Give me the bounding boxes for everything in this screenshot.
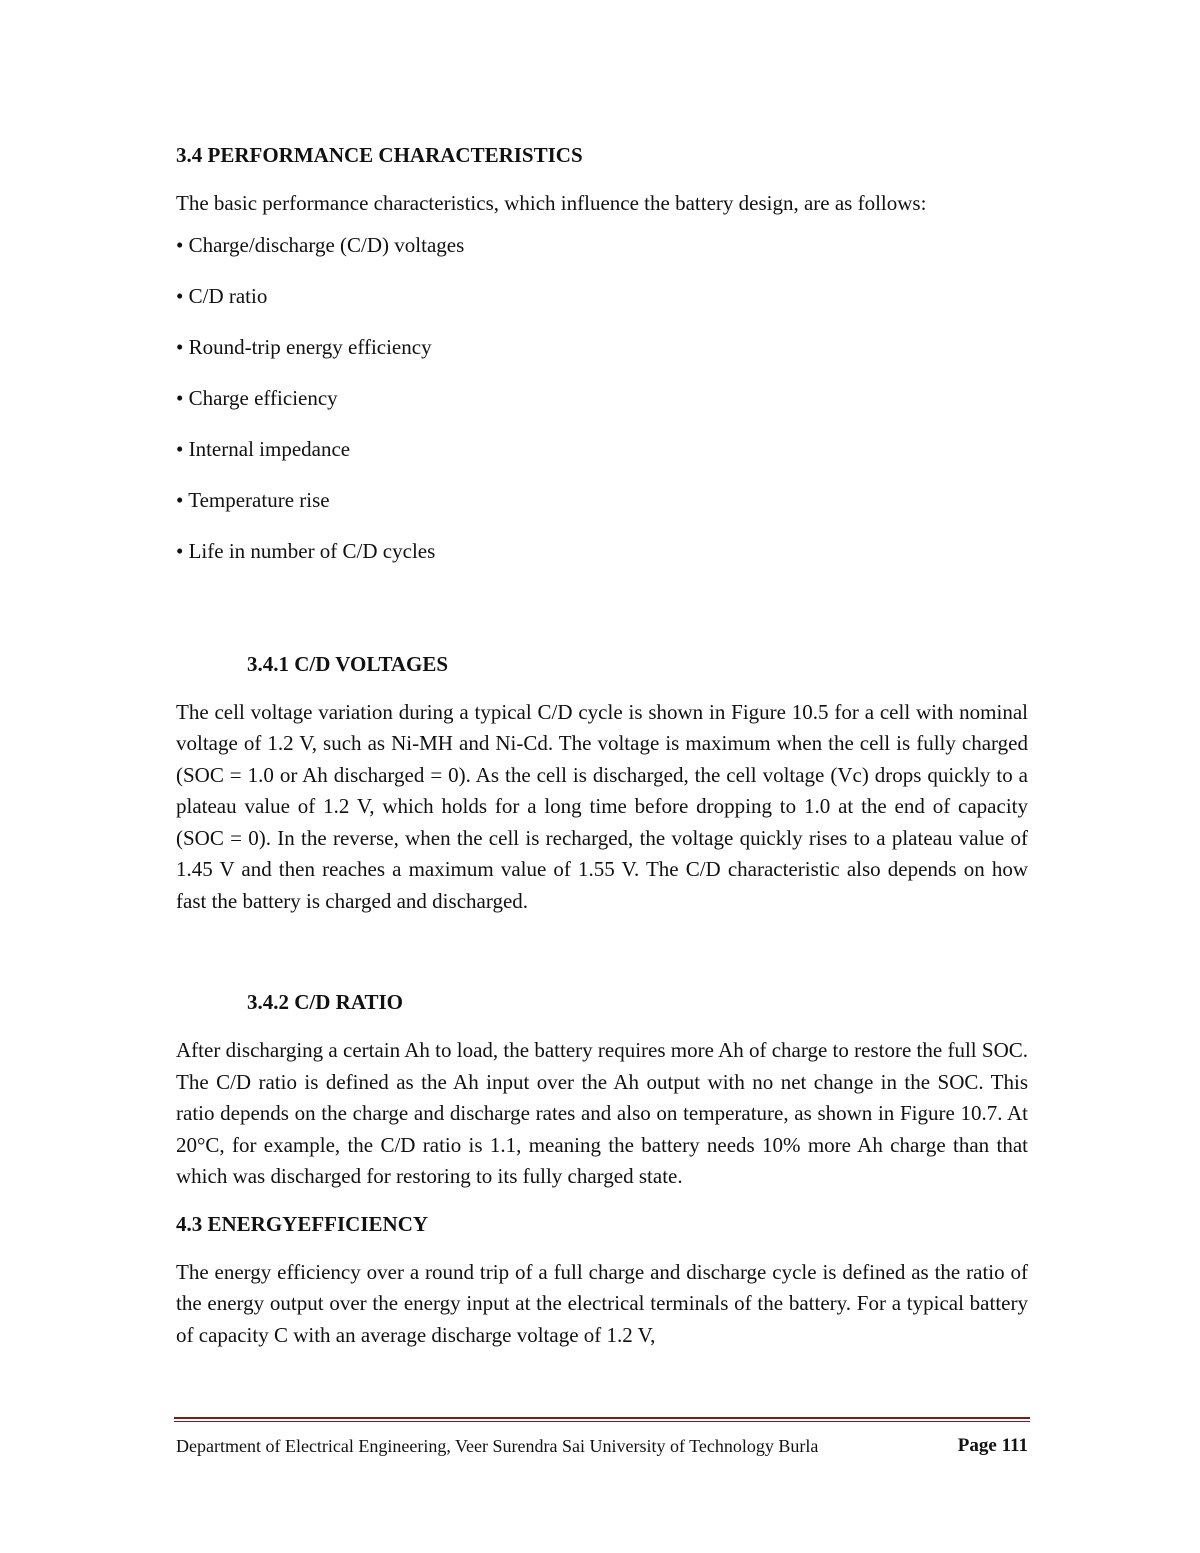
section-heading: 3.4 PERFORMANCE CHARACTERISTICS [176, 143, 583, 167]
footer-divider-thin [174, 1421, 1030, 1422]
cd-voltages-paragraph: The cell voltage variation during a typical C/D cycle is shown in Figure 10.5 for a cell with nominal voltage of 1.2 V, such as Ni-MH and Ni-Cd. The voltage is maximum when the cell is fully charged (SOC = 1.0 or Ah discharged = 0). As the cell is discharged, the cell voltage (Vc) drops quickly to a plateau value of 1.2 V, which holds for a long time before dropping to 1.0 at the end of capacity (SOC = 0). In the reverse, when the cell is recharged, the voltage quickly rises to a plateau value of 1.45 V and then reaches a maximum value of 1.55 V. The C/D characteristic also depends on how fast the battery is charged and discharged. [176, 699, 1028, 913]
list-item: • Charge/discharge (C/D) voltages [176, 232, 465, 257]
subsection-heading-energy-efficiency: 4.3 ENERGYEFFICIENCY [176, 1211, 429, 1236]
intro-paragraph: The basic performance characteristics, which influence the battery design, are as follows: [176, 191, 927, 215]
page-content [176, 140, 1028, 1351]
subsection-heading-cd-ratio: 3.4.2 C/D RATIO [247, 990, 403, 1014]
list-item: • Temperature rise [176, 487, 330, 512]
list-item: • Life in number of C/D cycles [176, 538, 436, 563]
list-item: • Charge efficiency [176, 385, 338, 410]
energy-efficiency-paragraph: The energy efficiency over a round trip of a full charge and discharge cycle is defined as the ratio of the energy output over the energy input at the electrical terminals of the battery. For a typical battery of capacity C with an average discharge voltage of 1.2 V, [176, 1259, 1028, 1347]
cd-ratio-paragraph: After discharging a certain Ah to load, the battery requires more Ah of charge to restore the full SOC. The C/D ratio is defined as the Ah input over the Ah output with no net change in the SOC. This ratio depends on the charge and discharge rates and also on temperature, as shown in Figure 10.7. At 20°C, for example, the C/D ratio is 1.1, meaning the battery needs 10% more Ah charge than that which was discharged for restoring to its fully charged state. [176, 1038, 1028, 1188]
page-footer [176, 1433, 1028, 1459]
list-item: • Internal impedance [176, 436, 351, 461]
subsection-heading-cd-voltages: 3.4.1 C/D VOLTAGES [247, 651, 449, 676]
page-number: Page 111 [957, 1435, 1028, 1456]
footer-divider [174, 1417, 1030, 1419]
list-item: • Round-trip energy efficiency [176, 334, 432, 359]
footer-department: Department of Electrical Engineering, Veer Surendra Sai University of Technology Burla [176, 1435, 819, 1456]
list-item: • C/D ratio [176, 283, 268, 308]
characteristics-list [176, 220, 1028, 577]
